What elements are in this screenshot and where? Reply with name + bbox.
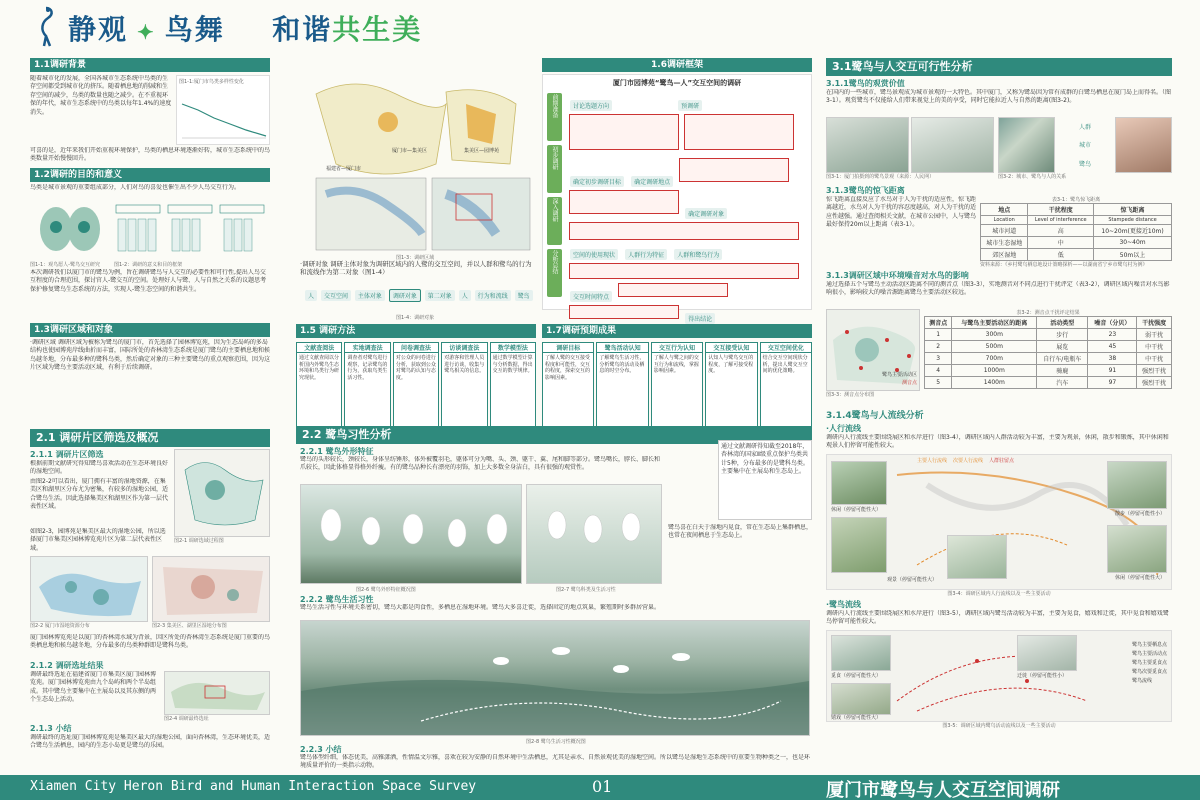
section-2-1-1-heading: 2.1.1 调研片区筛选 (30, 450, 104, 459)
section-1-1-text: 随着城市化的发展，全国各城市生态系统中鸟类的生存空间都受到城市化的挤压。随着栖息地的削减和生存空间的减少，鸟类的数量也随之减少。在不重视环保的年代，城市生态系统中的鸟类以每年1.4%的速度消失。 (30, 75, 172, 116)
node-0: 人 (305, 290, 317, 301)
fw-label-3: 确定调研地点 (631, 176, 673, 187)
method-label-3: 访谈调查法 (442, 343, 486, 353)
table-3-1-source: 资料来源：《乡村鹭鸟栖息地设计策略探析——以湖南省宁乡市鹭鸟村为例》 (980, 262, 1148, 268)
heron-photo-label-2: 嬉戏（停留可能性大） (831, 715, 882, 721)
t1-r0-c2: 10~20m(更接近10m) (1094, 225, 1172, 237)
section-2-2-3-text: 鹭鸟体型纤细，体态优美，高雅潇洒，性情温文尔雅，喜欢在较为安静的自然环境中生活栖息，尤其是亲水、自然景观优美的湿地空间。所以鹭鸟是湿地生态系统中的重要生物种类之一，也是环境质量评价的一类指示动物。 (300, 754, 811, 770)
final-site-map (164, 671, 270, 723)
heron-habitat-photo (300, 620, 810, 736)
figure-1-3-caption: 图1-3：调研区域 (396, 255, 435, 261)
diagram-label-heron: 鹭鸟 (1078, 161, 1091, 169)
outcome-desc-0: 了解人鹭的交互接受程度和可能性，交互的程度，探索交互的影响因素。 (545, 355, 591, 381)
t2-r0-c3: 23 (1088, 329, 1137, 341)
section-2-2-1-text: 鹭鸟的头形较长，颈较长，身体呈纺锤形，体外被覆羽毛，躯体可分为嘴、头、颈、躯干、翼、尾和脚等部分。鹭鸟嘴长，脖长、脚长和爪较长，因此体格显得格外纤瘦。有的鹭鸟品种长有漂亮的羽饰，加上大多数全身洁白，具有很强的观赏性。 (300, 456, 660, 472)
figure-3-1-caption: 图3-1：厦门拍摄到的鹭鸟景观（来源：人民网） (826, 174, 935, 180)
t1-r2-c0: 郊区湿地 (981, 249, 1028, 261)
fw-label-6: 人群行为特征 (625, 249, 667, 260)
map-legend-0: 鹭鸟主要活动区 (881, 371, 917, 378)
section-1-3-text: ·调研区域 调研区域为被称为鹭鸟的厦门市，首先选择了园林博览苑，因为生态岛屿的多岛结构也使园博苑岸线曲折而丰富，国际所处的杏林湾生态系统是厦门鹭鸟的主要栖息地和候鸟越冬地，分布最多种的鹭科鸟类，然后确定对象的三种主要鹭鸟的重点观察范围，因为这片区域为鹭鸟主要活动区域，有利于后续调研。 (30, 339, 270, 372)
wetland-map-jimei (152, 556, 270, 634)
t2-r0-c2: 步行 (1037, 329, 1088, 341)
diagram-label-people: 人群 (1078, 123, 1091, 131)
t1-r1-c2: 30~40m (1094, 237, 1172, 249)
t2-head-1: 与鹭鸟主要活动区的距离 (952, 317, 1037, 329)
research-object-text: ·调研对象 调研主体对象为调研区域内的人鹭的交互空间，并以人群和鹭鸟的行为和流线作为第二对象（图1-4） (300, 260, 532, 277)
t2-r0-c0: 1 (925, 329, 952, 341)
section-2-1-1-text3: 如图2-3，园博苑是集美区最大的湿地公园，所以选择厦门市集美区园林博览苑片区为第二层代表性区域。 (30, 528, 166, 552)
t1-head-2: 惊飞距离 (1094, 204, 1172, 216)
section-1-5-bar: 1.5 调研方法 (296, 324, 536, 338)
section-1-3-bar: 1.3调研区域和对象 (30, 323, 270, 337)
t2-r3-c4: 强烈干扰 (1137, 365, 1172, 377)
outcome-desc-1: 了解鹭鸟生活习性，分析鹭鸟的活动及栖息的时空分布。 (599, 355, 645, 374)
map-legend-1: 测音点 (901, 379, 917, 386)
t2-r1-c1: 500m (952, 341, 1037, 353)
section-2-2-1-heading: 2.2.1 鹭鸟外形特征 (300, 447, 374, 456)
method-desc-1: 调查者对鹭鸟进行观察，记录鹭鸟的行为，获取鸟类生活习性。 (347, 355, 388, 381)
node-6: 行为和流线 (475, 290, 511, 301)
methods-grid (296, 342, 536, 436)
figure-3-3-caption: 图3-3：测音点分布图 (826, 392, 875, 398)
fw-label-0: 讨论选题方向 (570, 100, 612, 111)
heron-flow-text: 调研内人行流线主要围绕展区和水岸进行（图3-5），调研区域内鹭鸟活动较为丰富，主要为觅食，嬉戏和迁徙，其中觅食和嬉戏鹭鸟停留可能性较大。 (826, 610, 1169, 626)
t1-head-1: 干扰程度 (1028, 204, 1094, 216)
t1-head-en-1: Level of interference (1028, 216, 1094, 225)
node-3: 调研对象 (389, 289, 421, 302)
t2-r4-c3: 97 (1088, 377, 1137, 389)
outcome-desc-2: 了解人与鹭之间的交互行为和流线，掌握影响因素。 (653, 355, 699, 374)
t1-head-0: 地点 (981, 204, 1028, 216)
t2-r4-c1: 1400m (952, 377, 1037, 389)
map-label-xiamen: 厦门市—集美区 (392, 148, 428, 154)
t2-r3-c1: 1000m (952, 365, 1037, 377)
method-label-1: 实地调查法 (345, 343, 389, 353)
title-part-d: 共生美 (332, 13, 423, 46)
heron-legend-4: 鹭鸟流线 (1131, 678, 1152, 684)
people-legend-1: 次要人行流线 (953, 458, 984, 464)
section-2-1-3-text: 调研最终的选址厦门园林博览苑是集美区最大的湿地公园，面向杏林湾，生态环境优美，适合鹭鸟生活栖息，园内的生态小岛更是鹭鸟的乐园。 (30, 734, 270, 750)
heron-legend-3: 鹭鸟次要觅食点 (1131, 669, 1167, 675)
flight-distance-table (980, 203, 1172, 261)
section-2-2-bar: 2.2 鹭鸟习性分析 (296, 426, 812, 444)
node-7: 鹭鸟 (515, 290, 533, 301)
figure-2-8-caption: 图2-8 鹭鸟生活习性概况图 (526, 739, 586, 745)
section-2-1-text4: 厦门园林博览苑是以厦门的杏林湾水域为背景，因区所处的杏林湾生态系统是厦门重要的鸟类栖息地和候鸟越冬地，分布最多的鸟类种群即是鹭科鸟类。 (30, 634, 270, 650)
fw-label-4: 确定调研对象 (685, 208, 727, 219)
research-object-diagram (304, 288, 536, 314)
heron-legend-0: 鹭鸟主要栖息点 (1131, 642, 1167, 648)
t2-r2-c0: 3 (925, 353, 952, 365)
fw-label-1: 预调研 (678, 100, 702, 111)
selection-process-figure (174, 449, 270, 554)
figure-2-2-caption: 图2-2 厦门市湿地资源分布 (30, 623, 90, 629)
figure-2-4-caption: 图2-4 调研最终选址 (164, 716, 209, 722)
footer-cn-title: 厦门市鹭鸟与人交互空间调研 (826, 780, 1060, 800)
fw-label-5: 空间的使用现状 (570, 249, 618, 260)
wetland-map-xiamen (30, 556, 148, 634)
fw-label-2: 确定初步调研目标 (570, 176, 624, 187)
section-3-1-bar: 3.1鹭鸟与人交互可行性分析 (826, 58, 1172, 76)
t1-r2-c1: 低 (1028, 249, 1094, 261)
table-3-1-title: 表3-1：鹭鸟惊飞距离 (1051, 197, 1101, 203)
t1-r0-c0: 城市河道 (981, 225, 1028, 237)
t1-r1-c1: 中 (1028, 237, 1094, 249)
footer-page-number: 01 (592, 777, 613, 796)
t1-r0-c1: 高 (1028, 225, 1094, 237)
people-legend-2: 人群驻留点 (989, 458, 1015, 464)
t1-r2-c2: 50m以上 (1094, 249, 1172, 261)
t2-r4-c2: 汽车 (1037, 377, 1088, 389)
method-desc-4: 通过数学模型计算与分析数据，得出交互的数学规律。 (492, 355, 533, 374)
t2-head-4: 干扰强度 (1137, 317, 1172, 329)
section-2-2-2-heading: 2.2.2 鹭鸟生活习性 (300, 595, 374, 604)
title-part-c: 和谐 (272, 13, 333, 46)
section-1-6-bar: 1.6调研框架 (542, 58, 812, 72)
outcome-label-1: 鹭鸟活动认知 (597, 343, 647, 353)
t2-r3-c0: 4 (925, 365, 952, 377)
people-photo-label-1: 散步（停留可能性小） (1114, 511, 1165, 517)
heron-photo-label-0: 觅食（停留可能性大） (831, 673, 882, 679)
t2-head-3: 噪音（分贝） (1088, 317, 1137, 329)
t2-r4-c0: 5 (925, 377, 952, 389)
figure-3-2-caption: 图3-2：城市、鹭鸟与人的关系 (998, 174, 1067, 180)
outcome-label-3: 交互接受认知 (706, 343, 756, 353)
framework-diagram (542, 74, 812, 323)
t2-head-2: 活动类型 (1037, 317, 1088, 329)
t2-r0-c1: 300m (952, 329, 1037, 341)
t2-r2-c3: 38 (1088, 353, 1137, 365)
city-heron-people-diagram (998, 117, 1172, 183)
section-1-2-text2: 本次调研我们以厦门市的鹭鸟为例，旨在调研鹭鸟与人交互的必要性和可行性,提出人鸟交互程度的合理范围，探讨官人-鹭交互的空间。处理好人与鹭、人与自然之关系的议题思考保护修复鹭鸟生态系统的方法，实现人-鹭生态空间的和谐共生。 (30, 269, 267, 293)
section-3-1-3-heading: 3.1.3鹭鸟的惊飞距离 (826, 186, 905, 195)
section-2-2-2-text: 鹭鸟生活习性与环境关系密切，鹭鸟大都是肉食性，多栖息在湿地环境。鹭鸟大多喜迁徙，选择固定的地点筑巢，繁殖期时多群居营巢。 (300, 604, 661, 611)
node-2: 主体对象 (355, 290, 385, 301)
section-3-1-1-heading: 3.1.1鹭鸟的观赏价值 (826, 79, 905, 88)
right-column (826, 58, 1172, 770)
heron-legend-1: 鹭鸟主要活动点 (1131, 651, 1167, 657)
method-label-4: 数学模型法 (491, 343, 535, 353)
section-3-1-1-text: 在国内的一些城市，鹭鸟景观成为城市景观的一大特色。其中厦门，又称为鹭岛因为常有成群的白鹭鸟栖息在厦门岛上而得名。（图3-1）。观赏鹭鸟不仅能给人们带来视觉上的美的享受，同时它能拉近人与自然的距离(图3-2)。 (826, 89, 1172, 105)
lung-diagram (30, 203, 110, 267)
t2-r4-c4: 强烈干扰 (1137, 377, 1172, 389)
table-3-2-title: 表3-2：测音点干扰评定结果 (1016, 310, 1080, 316)
t1-r1-c0: 城市生态湿地 (981, 237, 1028, 249)
t1-head-en-2: Stampede distance (1094, 216, 1172, 225)
section-2-1-bar: 2.1 调研片区筛选及概况 (30, 429, 270, 447)
section-1-1-bar: 1.1调研背景 (30, 58, 270, 72)
step-deep: 深入调研 (547, 197, 562, 245)
people-photo-label-3: 休闲（停留可能性大） (1114, 575, 1165, 581)
heron-species-figure (526, 484, 662, 584)
t2-r1-c4: 中干扰 (1137, 341, 1172, 353)
people-photo-label-2: 观景（停留可能性大） (887, 577, 938, 583)
step-initial: 初步调研 (547, 145, 562, 193)
figure-1-4-caption: 图1-4：调研对象 (396, 315, 435, 321)
t2-r0-c4: 弱干扰 (1137, 329, 1172, 341)
fw-label-8: 交互时间特点 (570, 291, 612, 302)
sound-interference-table (924, 316, 1172, 389)
outcome-label-0: 调研目标 (543, 343, 593, 353)
people-flow-heading: ·人行流线 (826, 424, 862, 433)
section-2-2-3-heading: 2.2.3 小结 (300, 745, 342, 754)
heron-morphology-figure (300, 484, 522, 584)
step-analysis: 分析总结 (547, 249, 562, 297)
figure-2-3-caption: 图2-3 集美区、湖里区湿地分布图 (152, 623, 227, 629)
logo-heron-icon (30, 4, 62, 48)
section-1-2-text: 鸟类是城市景观的重要组成部分，人们对鸟的喜爱也催生出不少人鸟交互行为。 (30, 184, 241, 191)
section-3-1-4-bar: 3.1.4鹭鸟与人流线分析 (826, 411, 924, 421)
outcome-desc-4: 结合交互空间现状分析，提出人鹭交互空间的优化策略。 (762, 355, 808, 374)
diagram-label-city: 城市 (1078, 142, 1091, 150)
page-title (68, 8, 422, 48)
fw-label-7: 人群和鹭鸟行为 (674, 249, 722, 260)
t2-r2-c2: 自行车/电瓶车 (1037, 353, 1088, 365)
people-photo-label-0: 休闲（停留可能性大） (831, 507, 882, 513)
step-prep: 前期准备 (547, 93, 562, 141)
trend-chart (176, 75, 270, 145)
map-label-jimei: 集美区—园博苑 (464, 148, 500, 154)
people-legend-0: 主要人行流线 (917, 458, 948, 464)
section-3-1-3-text: 惊飞距离直接反应了水鸟对于人为干扰的适应性，惊飞距离越近，水鸟对人为干扰的容忍度越高，对人为干扰的适应性越强。通过查阅相关文献，在城市公园中，人与鹭鸟最好保持20m以上距离（表3-1）。 (826, 196, 976, 229)
method-desc-2: 对公众的问卷进行分析，获取到公众对鹭鸟的认知与态度。 (395, 355, 436, 381)
t2-r3-c3: 91 (1088, 365, 1137, 377)
middle-column (296, 58, 812, 770)
section-2-2-text2: 鹭鸟喜在白天于湿地内觅食，常在生态岛上集群栖息，也常在夜间栖息于生态岛上。 (668, 524, 812, 540)
title-part-a: 静观 (68, 13, 129, 46)
node-5: 人 (459, 290, 471, 301)
framework-title: 厦门市园博苑“鹭鸟—人”交互空间的调研 (612, 79, 742, 87)
t2-r1-c0: 2 (925, 341, 952, 353)
sound-point-map (826, 309, 920, 403)
method-label-2: 问卷调查法 (394, 343, 438, 353)
outcome-label-4: 交互空间优化 (761, 343, 811, 353)
survey-area-maps (296, 74, 536, 264)
heron-flow-heading: ·鹭鸟流线 (826, 600, 862, 609)
figure-3-5-caption: 图3-5：调研区域内鹭鸟活动流线以及一些主要活动 (942, 723, 1056, 729)
left-column (30, 58, 270, 770)
method-desc-3: 对游客和管理人员进行访谈，收集与鹭鸟相关的信息。 (444, 355, 485, 374)
node-1: 交互空间 (321, 290, 351, 301)
outcome-label-2: 交互行为认知 (652, 343, 702, 353)
section-2-2-note: 通过文献调研得知截至2018年，杏林湾的国家Ⅱ级重点保护鸟类共计5种，分布最多的是鹭科鸟类。主要集中在主展岛和生态岛上。 (718, 440, 812, 520)
fw-label-9: 得出结论 (685, 313, 715, 324)
heron-landscape-photos (826, 117, 994, 183)
diagram-caption-a: 图1-1：观鸟愿人-鹭鸟交互研究 (30, 262, 100, 268)
section-2-1-1-text2: 由图2-2可以看出，厦门拥有丰富的湿地资源，在集美区和湖里区分布尤为密集，有较多的湿地公园，适合鹭鸟生活。因此选择集美区和湖里区作为第一层代表性区域。 (30, 478, 169, 511)
footer-en-title: Xiamen City Heron Bird and Human Interaction Space Survey (30, 779, 477, 794)
section-1-1-text2: 可喜的是，近年来我们开始重视环境保护，鸟类的栖息环境逐渐好转，城市生态系统中的鸟类数量开始慢慢回升。 (30, 147, 270, 163)
section-3-1-3b-text: 通过选择五个与鹭鸟主动活动区距离不同的测音点（图3-3），实地测音对不同点进行干扰评定（表3-2），调研区域内噪音对水鸟影响很小，影响较大的噪音源距离鹭鸟主要活动区较远。 (826, 281, 1170, 297)
people-flow-figure (826, 454, 1172, 590)
node-4: 第二对象 (425, 290, 455, 301)
figure-3-4-caption: 图3-4：调研区域内人行流线以及一些主要活动 (947, 591, 1051, 597)
figure-2-6-caption: 图2-6 鹭鸟外形特征概况图 (356, 587, 416, 593)
t2-r2-c4: 中干扰 (1137, 353, 1172, 365)
diagram-caption-b: 图1-2：调研的意义和目的框架 (114, 262, 183, 268)
method-desc-0: 通过文献查阅以分析国内外鹭鸟生态环境和鸟类行为研究现状。 (299, 355, 340, 381)
t2-r3-c2: 骑鹿 (1037, 365, 1088, 377)
figure-2-1-caption: 图2-1 调研选域过程图 (174, 538, 224, 544)
people-flow-text: 调研内人行流线主要围绕展区和水岸进行（图3-4），调研区域内人群活动较为丰富，主要为观景，休闲，散步和锻炼，其中休闲和观景人们停留可能性较大。 (826, 434, 1169, 450)
t2-r1-c2: 展览 (1037, 341, 1088, 353)
section-2-1-3-heading: 2.1.3 小结 (30, 724, 72, 733)
outcomes-grid (542, 342, 812, 436)
purpose-framework-diagram (114, 203, 270, 267)
t2-r2-c1: 700m (952, 353, 1037, 365)
section-3-1-3b-heading: 3.1.3调研区域中环境噪音对水鸟的影响 (826, 271, 969, 280)
t2-r1-c3: 45 (1088, 341, 1137, 353)
section-1-2-bar: 1.2调研的目的和意义 (30, 168, 270, 182)
title-part-b: 鸟舞 (164, 13, 225, 46)
section-2-1-2-text: 调研最终选址在福建省厦门市集美区厦门园林博览苑。厦门园林博览苑由九个岛屿和两个半岛组成。其中鹭鸟主要集中在主展岛以及其东侧的两个生态岛上活动。 (30, 671, 157, 704)
map-label-fujian: 福建省—厦门市 (326, 166, 362, 172)
method-label-0: 文献查阅法 (297, 343, 341, 353)
figure-2-7-caption: 图2-7 鹭鸟科类及生活习性 (556, 587, 616, 593)
flight-distance-table-wrap (980, 196, 1172, 268)
section-2-1-2-heading: 2.1.2 调研选址结果 (30, 661, 104, 670)
section-2-1-1-text1: 根据前期文献研究得知鹭鸟喜欢活动在生态环境良好的湿地空间。 (30, 460, 169, 476)
heron-photo-label-1: 迁徙（停留可能性小） (1017, 673, 1068, 679)
bird-glyph-icon: ✦ (128, 20, 165, 44)
heron-flow-figure (826, 630, 1172, 722)
t1-head-en-0: Location (981, 216, 1028, 225)
section-1-7-bar: 1.7调研预期成果 (542, 324, 812, 338)
t2-head-0: 测音点 (925, 317, 952, 329)
heron-legend-2: 鹭鸟主要觅食点 (1131, 660, 1167, 666)
trend-chart-caption: 图1-1:厦门市鸟类多样性变化 (179, 79, 244, 85)
outcome-desc-3: 认知人与鹭鸟交互的程度，了解可接受程度。 (708, 355, 754, 374)
